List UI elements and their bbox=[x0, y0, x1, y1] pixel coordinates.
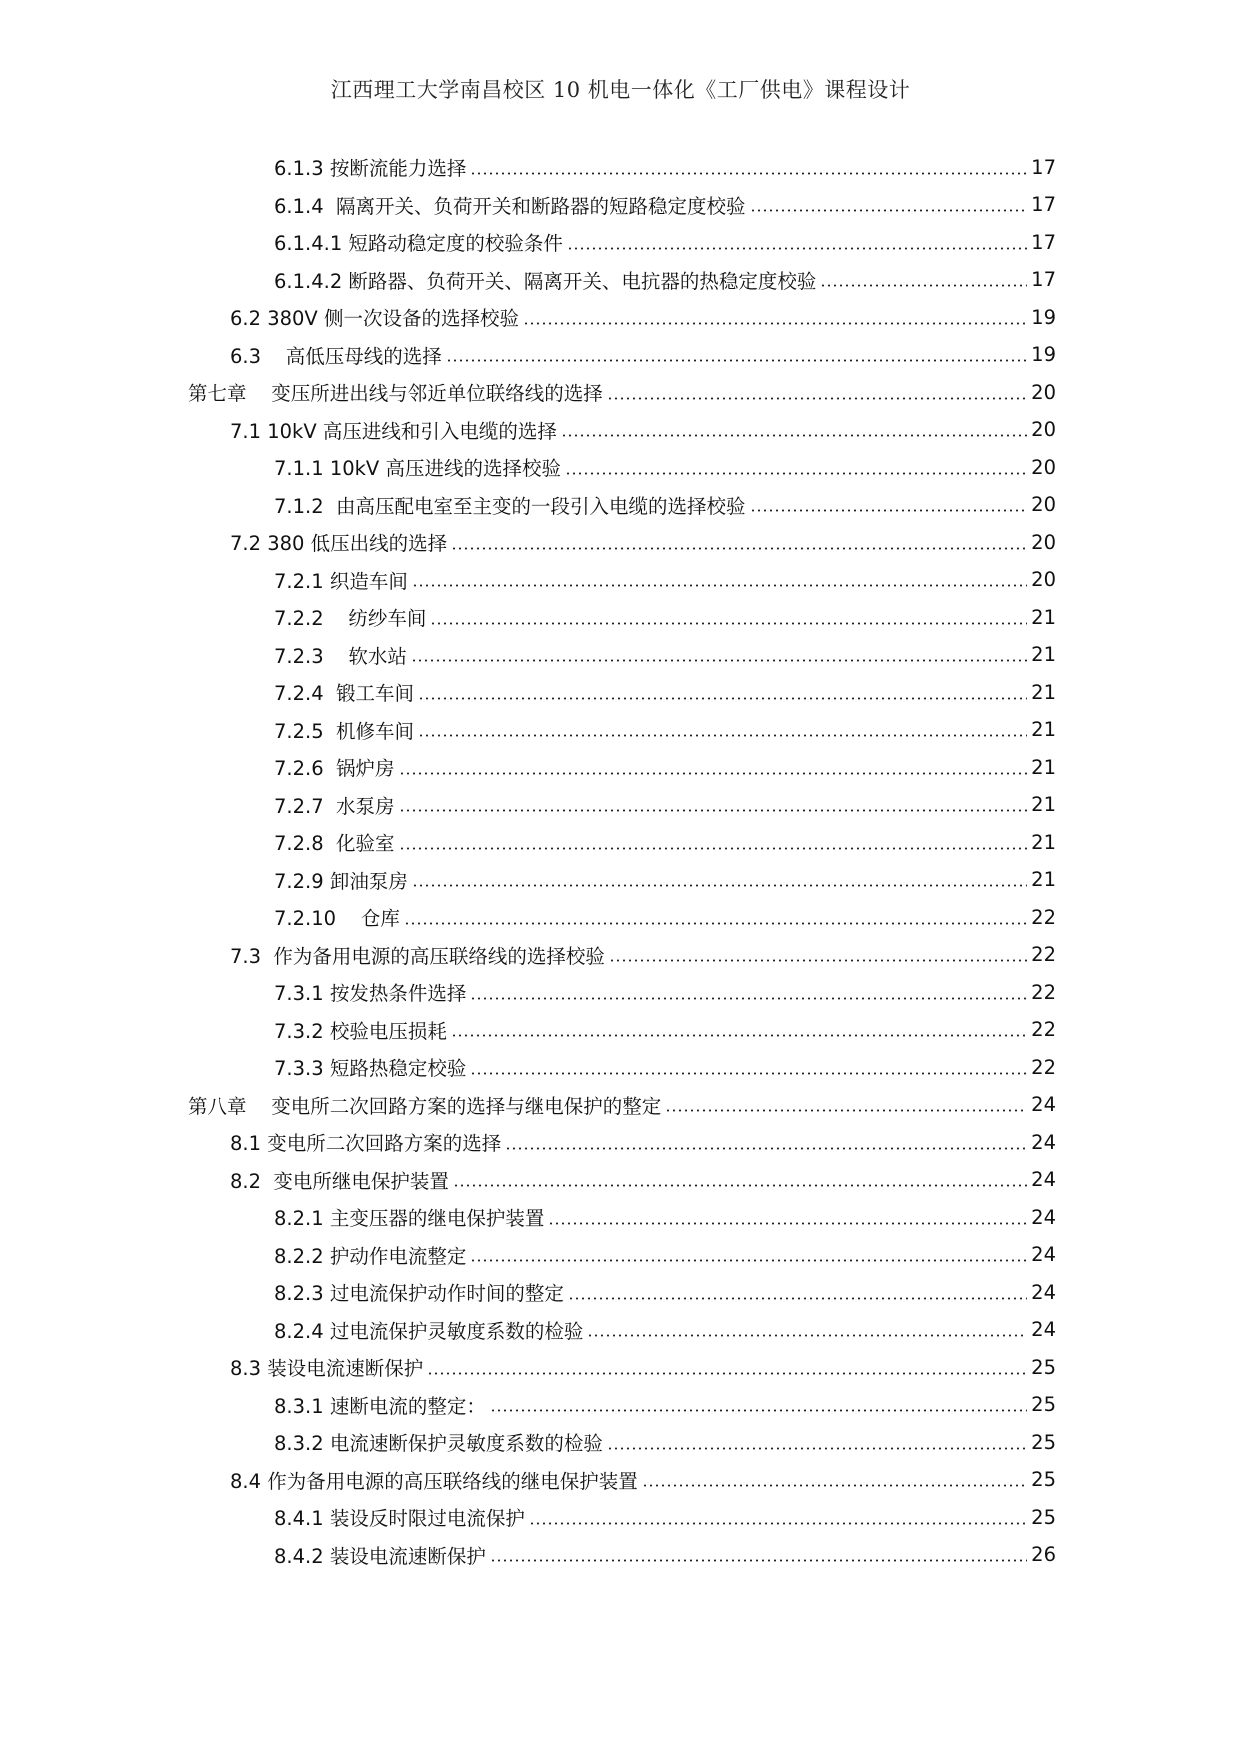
dot-leader bbox=[399, 847, 1028, 850]
dot-leader bbox=[453, 1184, 1027, 1187]
toc-entry-title: 6.3 高低压母线的选择 bbox=[230, 344, 442, 368]
dot-leader bbox=[750, 209, 1028, 212]
toc-entry-page-number: 17 bbox=[1031, 193, 1056, 216]
toc-entry-title: 7.2.1 织造车间 bbox=[274, 569, 408, 593]
dot-leader bbox=[490, 1559, 1027, 1562]
toc-entry-page-number: 26 bbox=[1031, 1543, 1056, 1566]
dot-leader bbox=[587, 1334, 1027, 1337]
toc-entry[interactable] bbox=[230, 1127, 1056, 1157]
toc-entry-page-number: 24 bbox=[1031, 1093, 1056, 1116]
toc-entry-page-number: 25 bbox=[1031, 1430, 1056, 1454]
toc-entry[interactable] bbox=[274, 790, 1056, 820]
toc-entry-title: 8.3.1 速断电流的整定： bbox=[274, 1394, 486, 1418]
dot-leader bbox=[523, 322, 1027, 325]
toc-entry-title: 7.3.1 按发热条件选择 bbox=[274, 982, 467, 1005]
toc-entry[interactable] bbox=[274, 190, 1056, 220]
toc-entry-title: 6.1.3 按断流能力选择 bbox=[274, 157, 467, 180]
toc-entry-page-number: 20 bbox=[1031, 380, 1056, 404]
dot-leader bbox=[607, 1447, 1027, 1450]
toc-entry-title: 7.1.1 10kV 高压进线的选择校验 bbox=[274, 457, 561, 480]
dot-leader bbox=[820, 284, 1027, 287]
toc-entry[interactable] bbox=[188, 377, 1056, 407]
dot-leader bbox=[470, 1072, 1027, 1075]
toc-entry[interactable] bbox=[274, 1015, 1056, 1045]
toc-entry-title: 7.3.2 校验电压损耗 bbox=[274, 1019, 447, 1043]
dot-leader bbox=[561, 434, 1027, 437]
toc-entry-title: 7.2.5 机修车间 bbox=[274, 719, 415, 743]
toc-entry-page-number: 24 bbox=[1031, 1280, 1056, 1304]
toc-entry[interactable] bbox=[274, 1202, 1056, 1232]
dot-leader bbox=[505, 1147, 1027, 1150]
toc-entry[interactable] bbox=[230, 415, 1056, 445]
toc-entry-page-number: 24 bbox=[1031, 1168, 1056, 1191]
toc-entry[interactable] bbox=[274, 1502, 1056, 1532]
toc-entry-title: 7.1.2 由高压配电室至主变的一段引入电缆的选择校验 bbox=[274, 494, 746, 518]
toc-entry-title: 7.2.2 纺纱车间 bbox=[274, 607, 427, 630]
toc-entry-page-number: 19 bbox=[1031, 305, 1056, 329]
toc-entry-page-number: 20 bbox=[1031, 418, 1056, 441]
toc-entry-title: 8.3.2 电流速断保护灵敏度系数的检验 bbox=[274, 1432, 603, 1455]
toc-entry[interactable] bbox=[230, 340, 1056, 370]
toc-entry[interactable] bbox=[274, 452, 1056, 482]
toc-entry-page-number: 22 bbox=[1031, 1018, 1056, 1041]
dot-leader bbox=[399, 772, 1028, 775]
dot-leader bbox=[607, 397, 1027, 400]
dot-leader bbox=[430, 622, 1027, 625]
toc-entry-page-number: 20 bbox=[1031, 493, 1056, 516]
dot-leader bbox=[451, 547, 1027, 550]
toc-entry-page-number: 21 bbox=[1031, 643, 1056, 666]
dot-leader bbox=[418, 697, 1027, 700]
toc-entry-page-number: 24 bbox=[1031, 1130, 1056, 1154]
toc-entry-page-number: 22 bbox=[1031, 905, 1056, 929]
toc-entry[interactable] bbox=[188, 1090, 1056, 1120]
dot-leader bbox=[399, 809, 1028, 812]
toc-entry[interactable] bbox=[274, 1427, 1056, 1457]
toc-entry-page-number: 19 bbox=[1031, 343, 1056, 366]
toc-entry-page-number: 17 bbox=[1031, 155, 1056, 179]
toc-entry[interactable] bbox=[274, 265, 1056, 295]
dot-leader bbox=[412, 884, 1027, 887]
toc-entry-page-number: 22 bbox=[1031, 1055, 1056, 1079]
toc-entry-title: 7.2 380 低压出线的选择 bbox=[230, 532, 448, 555]
toc-entry[interactable] bbox=[274, 1277, 1056, 1307]
dot-leader bbox=[470, 1259, 1027, 1262]
toc-entry[interactable] bbox=[230, 940, 1056, 970]
toc-entry-title: 第八章 变电所二次回路方案的选择与继电保护的整定 bbox=[188, 1094, 662, 1118]
dot-leader bbox=[565, 472, 1027, 475]
page-header: 江西理工大学南昌校区 10 机电一体化《工厂供电》课程设计 bbox=[330, 78, 911, 102]
dot-leader bbox=[451, 1034, 1027, 1037]
toc-entry-title: 6.1.4 隔离开关、负荷开关和断路器的短路稳定度校验 bbox=[274, 194, 746, 218]
dot-leader bbox=[665, 1109, 1027, 1112]
toc-entry-page-number: 25 bbox=[1031, 1468, 1056, 1491]
dot-leader bbox=[490, 1409, 1027, 1412]
toc-entry[interactable] bbox=[274, 1390, 1056, 1420]
toc-entry[interactable] bbox=[274, 1540, 1056, 1570]
dot-leader bbox=[470, 997, 1027, 1000]
toc-entry-title: 8.3 装设电流速断保护 bbox=[230, 1357, 424, 1380]
toc-entry[interactable] bbox=[274, 752, 1056, 782]
toc-entry-title: 8.4.2 装设电流速断保护 bbox=[274, 1544, 486, 1568]
toc-entry-page-number: 21 bbox=[1031, 830, 1056, 854]
toc-entry-title: 7.2.3 软水站 bbox=[274, 644, 407, 668]
toc-entry-title: 7.2.10 仓库 bbox=[274, 907, 400, 930]
toc-entry-title: 7.2.8 化验室 bbox=[274, 832, 395, 855]
dot-leader bbox=[411, 659, 1027, 662]
toc-entry-title: 8.2.4 过电流保护灵敏度系数的检验 bbox=[274, 1319, 584, 1343]
dot-leader bbox=[427, 1372, 1027, 1375]
dot-leader bbox=[418, 734, 1027, 737]
dot-leader bbox=[642, 1484, 1027, 1487]
toc-entry[interactable] bbox=[274, 1315, 1056, 1345]
toc-entry-page-number: 25 bbox=[1031, 1393, 1056, 1416]
toc-entry-page-number: 20 bbox=[1031, 455, 1056, 479]
toc-entry-title: 7.3 作为备用电源的高压联络线的选择校验 bbox=[230, 944, 605, 968]
toc-entry[interactable] bbox=[274, 827, 1056, 857]
toc-entry-page-number: 17 bbox=[1031, 230, 1056, 254]
toc-entry[interactable] bbox=[274, 152, 1056, 182]
toc-entry-title: 8.4 作为备用电源的高压联络线的继电保护装置 bbox=[230, 1469, 638, 1493]
toc-entry[interactable] bbox=[230, 1465, 1056, 1495]
dot-leader bbox=[470, 172, 1027, 175]
toc-entry-page-number: 20 bbox=[1031, 568, 1056, 591]
toc-entry-title: 6.1.4.1 短路动稳定度的校验条件 bbox=[274, 232, 563, 255]
toc-entry-page-number: 21 bbox=[1031, 680, 1056, 704]
toc-entry-title: 第七章 变压所进出线与邻近单位联络线的选择 bbox=[188, 382, 603, 405]
toc-entry-title: 8.2.2 护动作电流整定 bbox=[274, 1244, 467, 1268]
toc-entry-title: 8.2.3 过电流保护动作时间的整定 bbox=[274, 1282, 564, 1305]
toc-entry-title: 7.2.9 卸油泵房 bbox=[274, 869, 408, 893]
toc-entry-title: 8.2.1 主变压器的继电保护装置 bbox=[274, 1207, 545, 1230]
toc-entry-page-number: 24 bbox=[1031, 1205, 1056, 1229]
toc-entry-page-number: 17 bbox=[1031, 268, 1056, 291]
toc-entry-page-number: 21 bbox=[1031, 793, 1056, 816]
toc-entry-title: 7.2.6 锅炉房 bbox=[274, 757, 395, 780]
toc-entry-page-number: 22 bbox=[1031, 980, 1056, 1004]
toc-entry-page-number: 22 bbox=[1031, 943, 1056, 966]
toc-entry-page-number: 21 bbox=[1031, 755, 1056, 779]
toc-entry[interactable] bbox=[274, 715, 1056, 745]
toc-entry-page-number: 24 bbox=[1031, 1243, 1056, 1266]
toc-entry[interactable] bbox=[274, 1052, 1056, 1082]
toc-entry[interactable] bbox=[274, 902, 1056, 932]
toc-entry[interactable] bbox=[274, 640, 1056, 670]
toc-entry[interactable] bbox=[274, 677, 1056, 707]
toc-entry-title: 7.1 10kV 高压进线和引入电缆的选择 bbox=[230, 419, 557, 443]
toc-entry-title: 8.1 变电所二次回路方案的选择 bbox=[230, 1132, 502, 1155]
toc-entry[interactable] bbox=[274, 490, 1056, 520]
dot-leader bbox=[609, 959, 1027, 962]
toc-entry-title: 7.3.3 短路热稳定校验 bbox=[274, 1057, 467, 1080]
toc-entry-page-number: 25 bbox=[1031, 1505, 1056, 1529]
dot-leader bbox=[529, 1522, 1027, 1525]
toc-entry[interactable] bbox=[274, 865, 1056, 895]
toc-entry[interactable] bbox=[230, 302, 1056, 332]
toc-entry[interactable] bbox=[274, 565, 1056, 595]
toc-entry[interactable] bbox=[230, 527, 1056, 557]
dot-leader bbox=[750, 509, 1028, 512]
toc-entry[interactable] bbox=[274, 1240, 1056, 1270]
toc-entry-page-number: 21 bbox=[1031, 868, 1056, 891]
dot-leader bbox=[548, 1222, 1027, 1225]
toc-entry-title: 7.2.4 锻工车间 bbox=[274, 682, 415, 705]
dot-leader bbox=[446, 359, 1027, 362]
toc-entry[interactable] bbox=[230, 1165, 1056, 1195]
toc-entry[interactable] bbox=[274, 602, 1056, 632]
dot-leader bbox=[412, 584, 1027, 587]
dot-leader bbox=[567, 247, 1027, 250]
toc-entry-title: 8.2 变电所继电保护装置 bbox=[230, 1169, 449, 1193]
toc-entry-page-number: 25 bbox=[1031, 1355, 1056, 1379]
dot-leader bbox=[404, 922, 1027, 925]
toc-entry[interactable] bbox=[274, 227, 1056, 257]
dot-leader bbox=[568, 1297, 1027, 1300]
toc-entry[interactable] bbox=[274, 977, 1056, 1007]
toc-entry-page-number: 24 bbox=[1031, 1318, 1056, 1341]
toc-entry-page-number: 21 bbox=[1031, 605, 1056, 629]
toc-entry-page-number: 20 bbox=[1031, 530, 1056, 554]
toc-entry-title: 6.1.4.2 断路器、负荷开关、隔离开关、电抗器的热稳定度校验 bbox=[274, 269, 817, 293]
toc-entry-title: 6.2 380V 侧一次设备的选择校验 bbox=[230, 307, 519, 330]
toc-entry-title: 8.4.1 装设反时限过电流保护 bbox=[274, 1507, 525, 1530]
toc-entry-title: 7.2.7 水泵房 bbox=[274, 794, 395, 818]
toc-entry-page-number: 21 bbox=[1031, 718, 1056, 741]
toc-entry[interactable] bbox=[230, 1352, 1056, 1382]
